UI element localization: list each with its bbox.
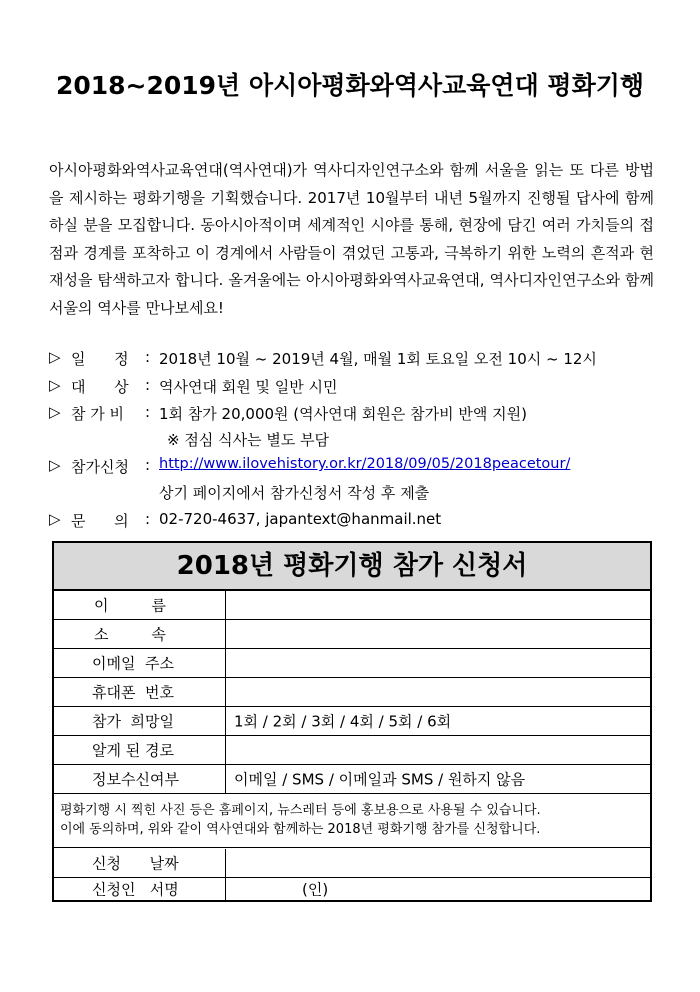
apply-note: 상기 페이지에서 참가신청서 작성 후 제출 (159, 484, 430, 502)
form-row-dates (54, 707, 650, 736)
consent-notice (54, 794, 650, 848)
intro-paragraph: 아시아평화와역사교육연대(역사연대)가 역사디자인연구소와 함께 서울을 읽는 또 다른 방법을 제시하는 평화기행을 기획했습니다. 2017년 10월부터 내년 5월까지 진행될 답사에 함께하실 분을 모집합니다. 동아시아적이며 세계적인 시야를 통해, 현장에 담긴 여러 가치들의 접점과 경계를 포착하고 이 경계에서 사람들이 겪었던 고통과, 극복하기 위한 노력의 흔적과 현재성을 탐색하고자 합니다. 올겨울에는 아시아평화와역사교육연대, 역사디자인연구소와 함께 서울의 역사를 만나보세요! (49, 161, 654, 317)
signature-label-cell (54, 878, 226, 900)
email-label: 이메일 주소 (92, 654, 174, 673)
contact-value: 02-720-4637, japantext@hanmail.net (159, 510, 442, 528)
triangle-bullet-icon: ▷ (49, 403, 61, 421)
schedule-label: 일 정 (71, 350, 129, 368)
schedule-value: 2018년 10월 ~ 2019년 4월, 매월 1회 토요일 오전 10시 ~ 12시 (159, 350, 597, 368)
consent-line-1: 평화기행 시 찍힌 사진 등은 홈페이지, 뉴스레터 등에 홍보용으로 사용될 수 있습니다. (60, 803, 541, 818)
fee-note: ※ 점심 식사는 별도 부담 (167, 431, 330, 449)
name-label-cell (54, 591, 226, 619)
consent-line-2: 이에 동의하며, 위와 같이 역사연대와 함께하는 2018년 평화기행 참가를 신청합니다. (60, 822, 541, 837)
form-row-info-consent (54, 765, 650, 794)
dates-label: 참가 희망일 (92, 712, 174, 731)
date-label-cell (54, 849, 226, 877)
form-row-signature (54, 878, 650, 900)
form-row-date (54, 849, 650, 878)
contact-label: 문 의 (71, 512, 129, 530)
fee-label: 참 가 비 (71, 405, 125, 423)
target-label: 대 상 (71, 378, 129, 396)
colon: : (145, 456, 151, 474)
page-title: 2018~2019년 아시아평화와역사교육연대 평화기행 (55, 71, 645, 100)
form-row-affiliation (54, 620, 650, 649)
colon: : (145, 376, 151, 394)
info-consent-label-cell (54, 765, 226, 793)
triangle-bullet-icon: ▷ (49, 376, 61, 394)
info-consent-label: 정보수신여부 (92, 770, 179, 789)
source-label: 알게 된 경로 (92, 741, 174, 760)
affiliation-label-cell (54, 620, 226, 648)
form-row-phone (54, 678, 650, 707)
fee-value: 1회 참가 20,000원 (역사연대 회원은 참가비 반액 지원) (159, 405, 527, 423)
dates-options[interactable]: 1회 / 2회 / 3회 / 4회 / 5회 / 6회 (234, 712, 452, 731)
source-label-cell (54, 736, 226, 764)
application-form (52, 541, 652, 902)
affiliation-label: 소 속 (94, 625, 166, 644)
triangle-bullet-icon: ▷ (49, 456, 61, 474)
triangle-bullet-icon: ▷ (49, 510, 61, 528)
dates-label-cell (54, 707, 226, 735)
email-label-cell (54, 649, 226, 677)
form-row-name (54, 591, 650, 620)
phone-label: 휴대폰 번호 (92, 683, 174, 702)
apply-link[interactable]: http://www.ilovehistory.or.kr/2018/09/05/2018peacetour/ (159, 456, 571, 472)
form-row-email (54, 649, 650, 678)
name-label: 이 름 (94, 596, 166, 615)
info-consent-options[interactable]: 이메일 / SMS / 이메일과 SMS / 원하지 않음 (234, 770, 526, 789)
target-value: 역사연대 회원 및 일반 시민 (159, 378, 338, 396)
date-label: 신청 날짜 (92, 854, 179, 873)
apply-label: 참가신청 (71, 458, 129, 476)
phone-label-cell (54, 678, 226, 706)
colon: : (145, 403, 151, 421)
form-title: 2018년 평화기행 참가 신청서 (54, 543, 650, 591)
form-row-source (54, 736, 650, 765)
triangle-bullet-icon: ▷ (49, 348, 61, 366)
colon: : (145, 348, 151, 366)
colon: : (145, 510, 151, 528)
signature-label: 신청인 서명 (92, 880, 179, 899)
signature-field[interactable]: (인) (302, 880, 329, 899)
